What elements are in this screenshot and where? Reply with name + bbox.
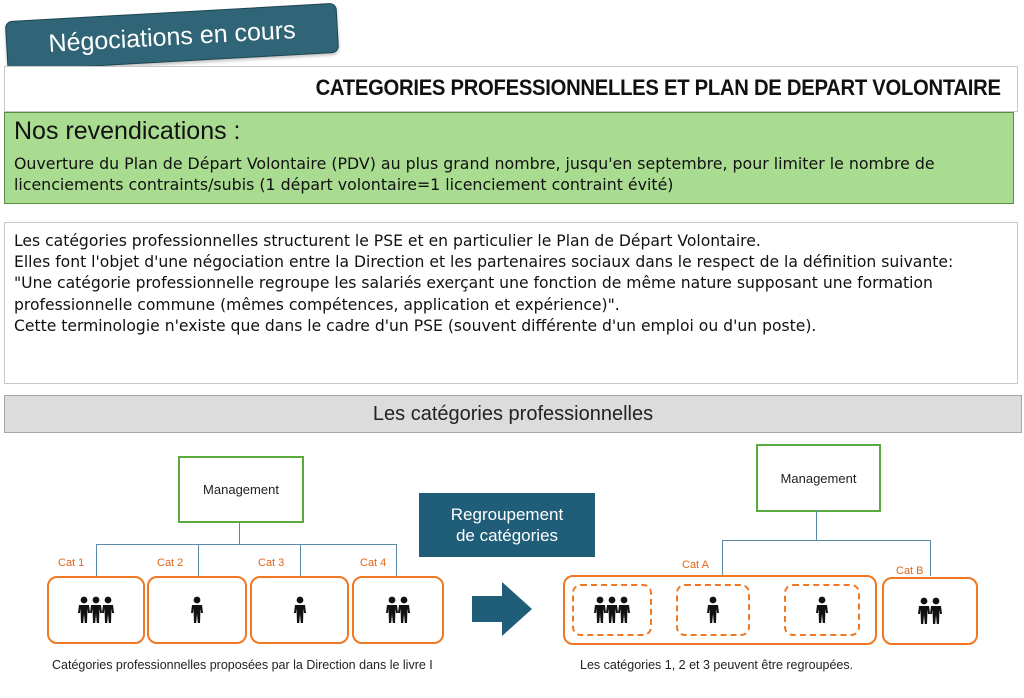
person-icon [617,596,631,624]
cat2-label: Cat 2 [157,557,184,569]
header-bar [4,66,1018,112]
regroup-box [419,493,595,557]
left-caption: Catégories professionnelles proposées par la Direction dans le livre I [52,658,433,672]
info-line-3: "Une catégorie professionnelle regroupe les salariés exerçant une fonction de même nature supposant une formation professionnelle commune (mêmes compétences, application et expérience)". [14,274,933,314]
cat4-label: Cat 4 [360,557,387,569]
cata-label: Cat A [682,559,709,571]
cata-subgroup-3 [784,584,860,636]
cat1-people [78,596,114,624]
arrow-right-icon [470,580,534,638]
info-line-4: Cette terminologie n'existe que dans le cadre d'un PSE (souvent différente d'un emploi ou d'un poste). [14,316,817,335]
person-icon [190,596,204,624]
info-line-2: Elles font l'objet d'une négociation entre la Direction et les partenaires sociaux dans le respect de la définition suivante: [14,253,954,272]
cata-group1-people [594,596,630,624]
info-text [14,231,1014,337]
cata-subgroup-1 [572,584,652,636]
right-connector-horizontal [722,540,931,541]
connector-cat2 [198,544,199,577]
demands-title: Nos revendications : [14,117,241,145]
demands-box [4,112,1014,204]
demands-text: Ouverture du Plan de Départ Volontaire (PDV) au plus grand nombre, jusqu'en septembre, pour limiter le nombre de licenciements contraints/subis (1 départ volontaire=1 licenciement contraint évité) [14,154,935,194]
negotiation-tag: Négociations en cours [5,3,339,71]
cat4-box [352,576,444,644]
catb-label: Cat B [896,565,924,577]
catb-box [882,577,978,645]
connector-cat3 [300,544,301,577]
cata-group2-people [707,596,719,624]
person-icon [929,597,943,625]
cat4-people [386,596,410,624]
cat1-label: Cat 1 [58,557,85,569]
cat2-box [147,576,247,644]
left-connector-vertical [239,521,240,545]
connector-cat4 [396,544,397,577]
connector-cata [722,540,723,576]
left-connector-horizontal [96,544,397,545]
catb-people [918,597,942,625]
person-icon [293,596,307,624]
connector-catb [930,540,931,576]
info-box [4,222,1018,384]
cat1-box [47,576,145,644]
section-header: Les catégories professionnelles [4,395,1022,433]
cata-group3-people [816,596,828,624]
right-management-box: Management [756,444,881,512]
right-connector-vertical [816,510,817,541]
cat3-people [294,596,306,624]
cat3-label: Cat 3 [258,557,285,569]
person-icon [397,596,411,624]
regroup-line-1: Regroupement [450,505,564,524]
page-title: CATEGORIES PROFESSIONNELLES ET PLAN DE DEPART VOLONTAIRE [315,75,1001,100]
right-caption: Les catégories 1, 2 et 3 peuvent être regroupées. [580,658,854,672]
person-icon [706,596,720,624]
person-icon [101,596,115,624]
connector-cat1 [96,544,97,577]
left-management-box: Management [178,456,304,523]
person-icon [815,596,829,624]
info-line-1: Les catégories professionnelles structurent le PSE et en particulier le Plan de Départ Volontaire. [14,232,761,250]
cata-subgroup-2 [676,584,750,636]
regroup-line-2: de catégories [455,526,559,545]
cat3-box [250,576,349,644]
cat2-people [191,596,203,624]
